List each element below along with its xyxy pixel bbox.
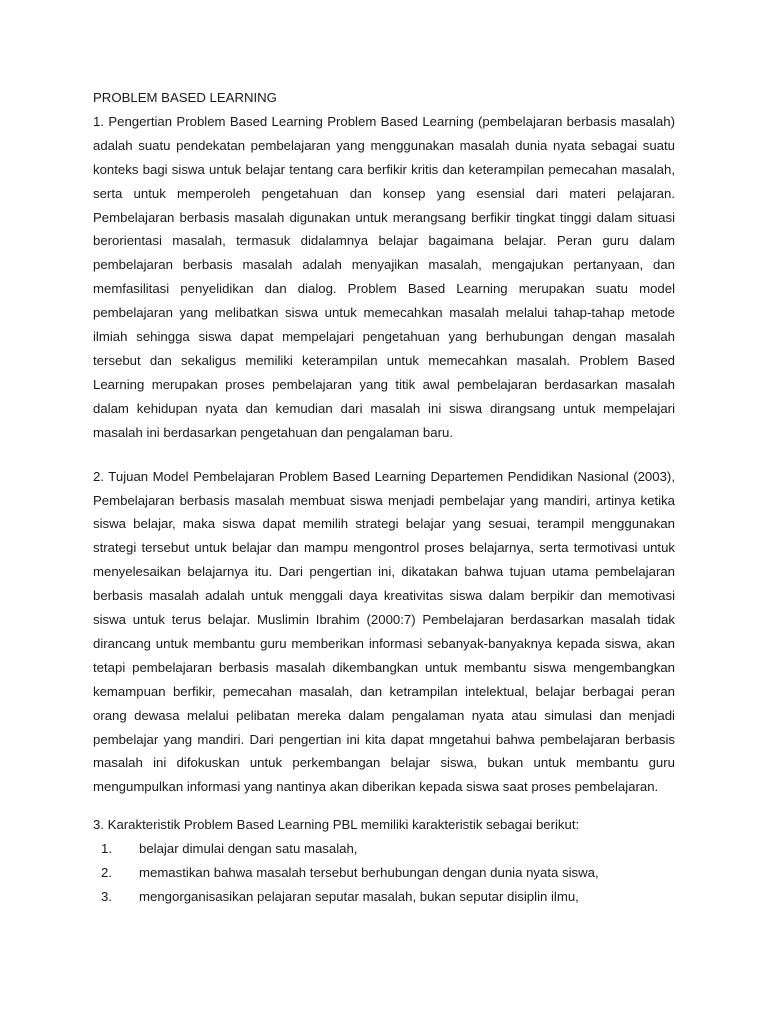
paragraph-objectives: 2. Tujuan Model Pembelajaran Problem Based Learning Departemen Pendidikan Nasional (2003), Pembelajaran berbasis masalah membuat siswa menjadi pembelajar yang mandiri, artinya ketika siswa belajar, maka siswa dapat memilih strategi belajar yang sesuai, terampil menggunakan strategi tersebut untuk belajar dan mampu mengontrol proses belajarnya, serta termotivasi untuk menyelesaikan belajarnya itu. Dari pengertian ini, dikatakan bahwa tujuan utama pembelajaran berbasis masalah adalah untuk menggali daya kreativitas siswa dalam berpikir dan memotivasi siswa untuk terus belajar. Muslimin Ibrahim (2000:7) Pembelajaran berdasarkan masalah tidak dirancang untuk membantu guru memberikan informasi sebanyak-banyaknya kepada siswa, akan tetapi pembelajaran berbasis masalah dikembangkan untuk membantu siswa mengembangkan kemampuan berfikir, pemecahan masalah, dan ketrampilan intelektual, belajar berbagai peran orang dewasa melalui pelibatan mereka dalam pengalaman nyata atau simulasi dan menjadi pembelajar yang mandiri. Dari pengertian ini kita dapat mngetahui bahwa pembelajaran berbasis masalah ini difokuskan untuk perkembangan belajar siswa, bukan untuk membantu guru mengumpulkan informasi yang nantinya akan diberikan kepada siswa saat proses pembelajaran. — [93, 468, 675, 795]
list-item-number: 1. — [101, 841, 112, 857]
paragraph-characteristics: 3. Karakteristik Problem Based Learning PBL memiliki karakteristik sebagai berikut: — [93, 817, 580, 833]
paragraph-spacer — [93, 799, 675, 813]
list-item-number: 2. — [101, 865, 112, 881]
paragraph-definition: 1. Pengertian Problem Based Learning Problem Based Learning (pembelajaran berbasis masalah) adalah suatu pendekatan pembelajaran yang menggunakan masalah dunia nyata sebagai suatu konteks bagi siswa untuk belajar tentang cara berfikir kritis dan keterampilan pemecahan masalah, serta untuk memperoleh pengetahuan dan konsep yang esensial dari materi pelajaran. Pembelajaran berbasis masalah digunakan untuk merangsang berfikir tingkat tinggi dalam situasi berorientasi masalah, termasuk didalamnya belajar bagaimana belajar. Peran guru dalam pembelajaran berbasis masalah adalah menyajikan masalah, mengajukan pertanyaan, dan memfasilitasi penyelidikan dan dialog. Problem Based Learning merupakan suatu model pembelajaran yang melibatkan siswa untuk memecahkan masalah melalui tahap-tahap metode ilmiah sehingga siswa dapat mempelajari pengetahuan yang berhubungan dengan masalah tersebut dan sekaligus memiliki keterampilan untuk memecahkan masalah. Problem Based Learning merupakan proses pembelajaran yang titik awal pembelajaran berdasarkan masalah dalam kehidupan nyata dan kemudian dari masalah ini siswa dirangsang untuk mempelajari masalah ini berdasarkan pengetahuan dan pengalaman baru. — [93, 113, 675, 440]
document-title: PROBLEM BASED LEARNING — [93, 90, 277, 105]
list-item-text: mengorganisasikan pelajaran seputar masalah, bukan seputar disiplin ilmu, — [139, 889, 579, 904]
list-item-text: memastikan bahwa masalah tersebut berhubungan dengan dunia nyata siswa, — [139, 865, 599, 881]
paragraph-spacer — [93, 445, 675, 465]
document-body — [93, 86, 675, 909]
list-item-number: 3. — [101, 889, 112, 904]
list-item — [93, 861, 675, 885]
list-item-text: belajar dimulai dengan satu masalah, — [139, 841, 358, 857]
list-item — [93, 885, 675, 909]
list-item — [93, 837, 675, 861]
characteristics-list — [93, 837, 675, 909]
